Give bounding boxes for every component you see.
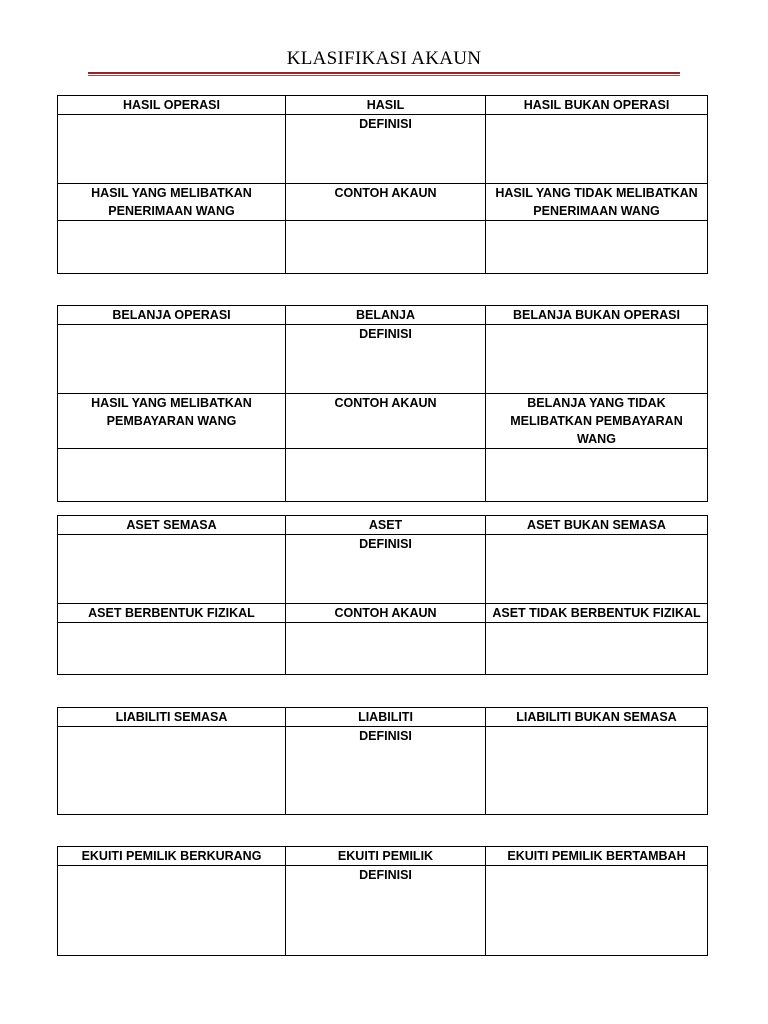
belanja-example-mid-cell[interactable] (286, 449, 486, 502)
belanja-operasi-input-cell[interactable] (58, 325, 286, 394)
hasil-table (57, 95, 708, 274)
liabiliti-table (57, 707, 708, 815)
aset-tidak-berbentuk-fizikal-label: ASET TIDAK BERBENTUK FIZIKAL (486, 604, 708, 623)
hasil-header: HASIL (286, 96, 486, 115)
belanja-tidak-melibatkan-pembayaran-label: BELANJA YANG TIDAK MELIBATKAN PEMBAYARAN WANG (486, 394, 708, 449)
liabiliti-bukan-semasa-header: LIABILITI BUKAN SEMASA (486, 708, 708, 727)
hasil-melibatkan-wang-label: HASIL YANG MELIBATKAN PENERIMAAN WANG (58, 184, 286, 221)
aset-semasa-input-cell[interactable] (58, 535, 286, 604)
liabiliti-semasa-input-cell[interactable] (58, 727, 286, 815)
belanja-example-right-cell[interactable] (486, 449, 708, 502)
ekuiti-bertambah-header: EKUITI PEMILIK BERTAMBAH (486, 847, 708, 866)
ekuiti-definition-cell[interactable] (286, 866, 486, 956)
aset-example-left-cell[interactable] (58, 623, 286, 675)
belanja-definition-cell[interactable] (286, 325, 486, 394)
belanja-table (57, 305, 708, 502)
ekuiti-berkurang-input-cell[interactable] (58, 866, 286, 956)
contoh-akaun-label: CONTOH AKAUN (286, 394, 486, 449)
belanja-bukan-operasi-header: BELANJA BUKAN OPERASI (486, 306, 708, 325)
hasil-tidak-melibatkan-wang-label: HASIL YANG TIDAK MELIBATKAN PENERIMAAN WANG (486, 184, 708, 221)
hasil-definition-cell[interactable] (286, 115, 486, 184)
contoh-akaun-label: CONTOH AKAUN (286, 184, 486, 221)
contoh-akaun-label: CONTOH AKAUN (286, 604, 486, 623)
aset-bukan-semasa-input-cell[interactable] (486, 535, 708, 604)
definition-label: DEFINISI (359, 537, 412, 551)
aset-semasa-header: ASET SEMASA (58, 516, 286, 535)
aset-example-mid-cell[interactable] (286, 623, 486, 675)
ekuiti-table (57, 846, 708, 956)
hasil-example-mid-cell[interactable] (286, 221, 486, 274)
belanja-header: BELANJA (286, 306, 486, 325)
hasil-bukan-operasi-input-cell[interactable] (486, 115, 708, 184)
aset-definition-cell[interactable] (286, 535, 486, 604)
aset-table (57, 515, 708, 675)
hasil-example-right-cell[interactable] (486, 221, 708, 274)
aset-bukan-semasa-header: ASET BUKAN SEMASA (486, 516, 708, 535)
definition-label: DEFINISI (359, 868, 412, 882)
liabiliti-header: LIABILITI (286, 708, 486, 727)
liabiliti-semasa-header: LIABILITI SEMASA (58, 708, 286, 727)
definition-label: DEFINISI (359, 729, 412, 743)
belanja-operasi-header: BELANJA OPERASI (58, 306, 286, 325)
definition-label: DEFINISI (359, 327, 412, 341)
belanja-example-left-cell[interactable] (58, 449, 286, 502)
hasil-operasi-input-cell[interactable] (58, 115, 286, 184)
hasil-operasi-header: HASIL OPERASI (58, 96, 286, 115)
hasil-melibatkan-pembayaran-label: HASIL YANG MELIBATKAN PEMBAYARAN WANG (58, 394, 286, 449)
hasil-bukan-operasi-header: HASIL BUKAN OPERASI (486, 96, 708, 115)
definition-label: DEFINISI (359, 117, 412, 131)
aset-example-right-cell[interactable] (486, 623, 708, 675)
belanja-bukan-operasi-input-cell[interactable] (486, 325, 708, 394)
liabiliti-definition-cell[interactable] (286, 727, 486, 815)
ekuiti-bertambah-input-cell[interactable] (486, 866, 708, 956)
ekuiti-pemilik-header: EKUITI PEMILIK (286, 847, 486, 866)
liabiliti-bukan-semasa-input-cell[interactable] (486, 727, 708, 815)
title-underline (88, 72, 680, 76)
hasil-example-left-cell[interactable] (58, 221, 286, 274)
ekuiti-berkurang-header: EKUITI PEMILIK BERKURANG (58, 847, 286, 866)
aset-header: ASET (286, 516, 486, 535)
page-title: KLASIFIKASI AKAUN (286, 48, 482, 69)
aset-berbentuk-fizikal-label: ASET BERBENTUK FIZIKAL (58, 604, 286, 623)
